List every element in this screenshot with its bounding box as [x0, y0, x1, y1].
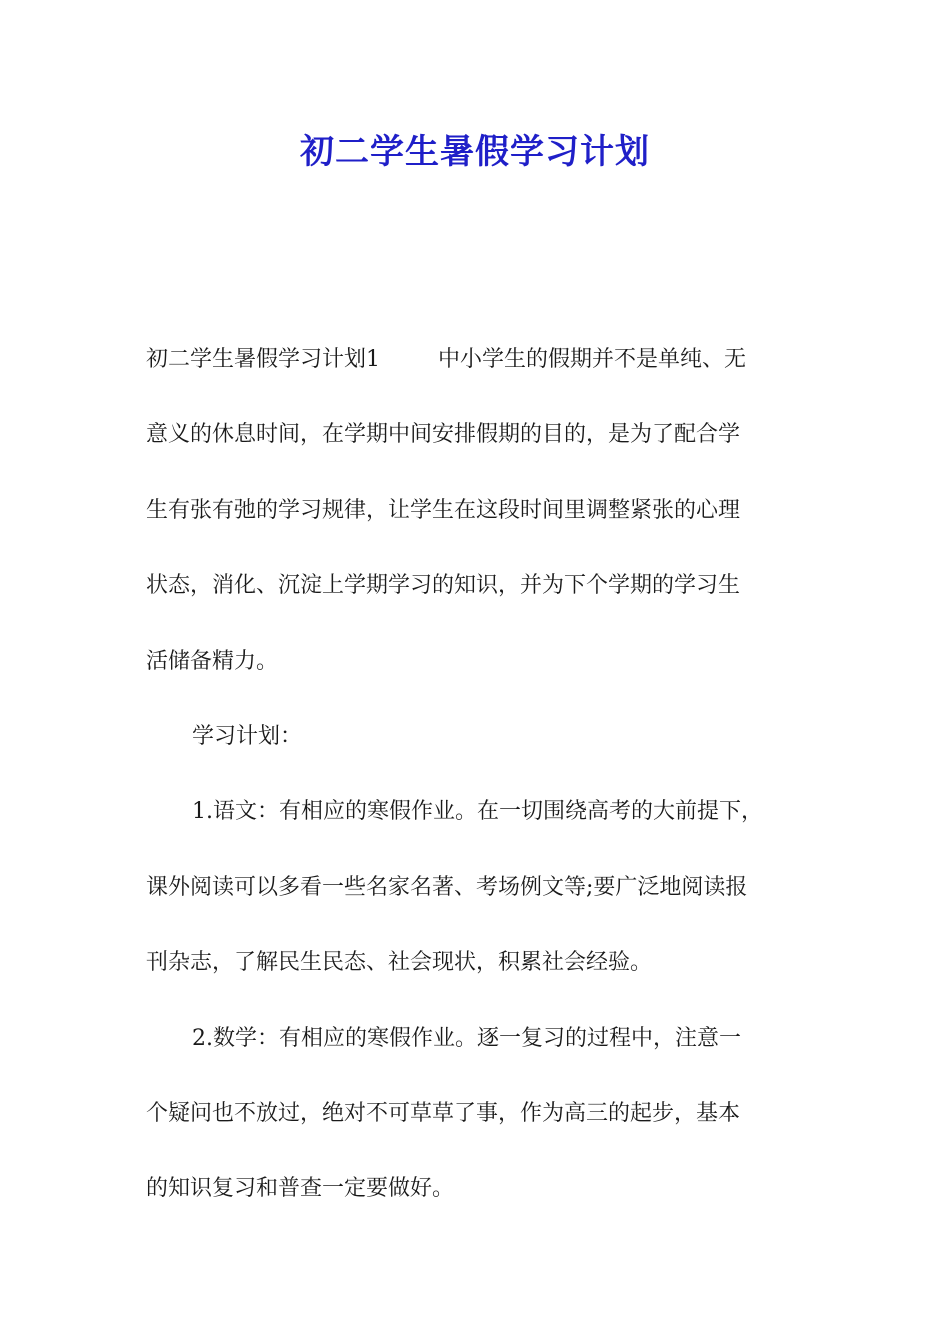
paragraph-line: 2.数学：有相应的寒假作业。逐一复习的过程中，注意一 — [192, 1025, 741, 1051]
paragraph-line: 刊杂志，了解民生民态、社会现状，积累社会经验。 — [146, 950, 653, 976]
paragraph-line: 学习计划： — [192, 723, 303, 749]
section-heading: 初二学生暑假学习计划1 — [146, 347, 380, 372]
paragraph-text: 中小学生的假期并不是单纯、无 — [438, 347, 747, 372]
paragraph-line: 课外阅读可以多看一些名家名著、考场例文等;要广泛地阅读报 — [146, 874, 748, 900]
document-title: 初二学生暑假学习计划 — [300, 132, 650, 172]
paragraph-line: 活储备精力。 — [146, 648, 279, 674]
paragraph-line: 的知识复习和普查一定要做好。 — [146, 1176, 455, 1202]
paragraph-line: 个疑问也不放过，绝对不可草草了事，作为高三的起步，基本 — [146, 1100, 741, 1126]
paragraph-line: 意义的休息时间，在学期中间安排假期的目的，是为了配合学 — [146, 422, 741, 448]
document-body — [146, 336, 826, 1241]
paragraph-line: 状态，消化、沉淀上学期学习的知识，并为下个学期的学习生 — [146, 573, 741, 599]
paragraph-line: 1.语文：有相应的寒假作业。在一切围绕高考的大前提下， — [192, 799, 763, 825]
paragraph-line — [146, 336, 826, 411]
paragraph-line: 生有张有弛的学习规律，让学生在这段时间里调整紧张的心理 — [146, 497, 741, 523]
